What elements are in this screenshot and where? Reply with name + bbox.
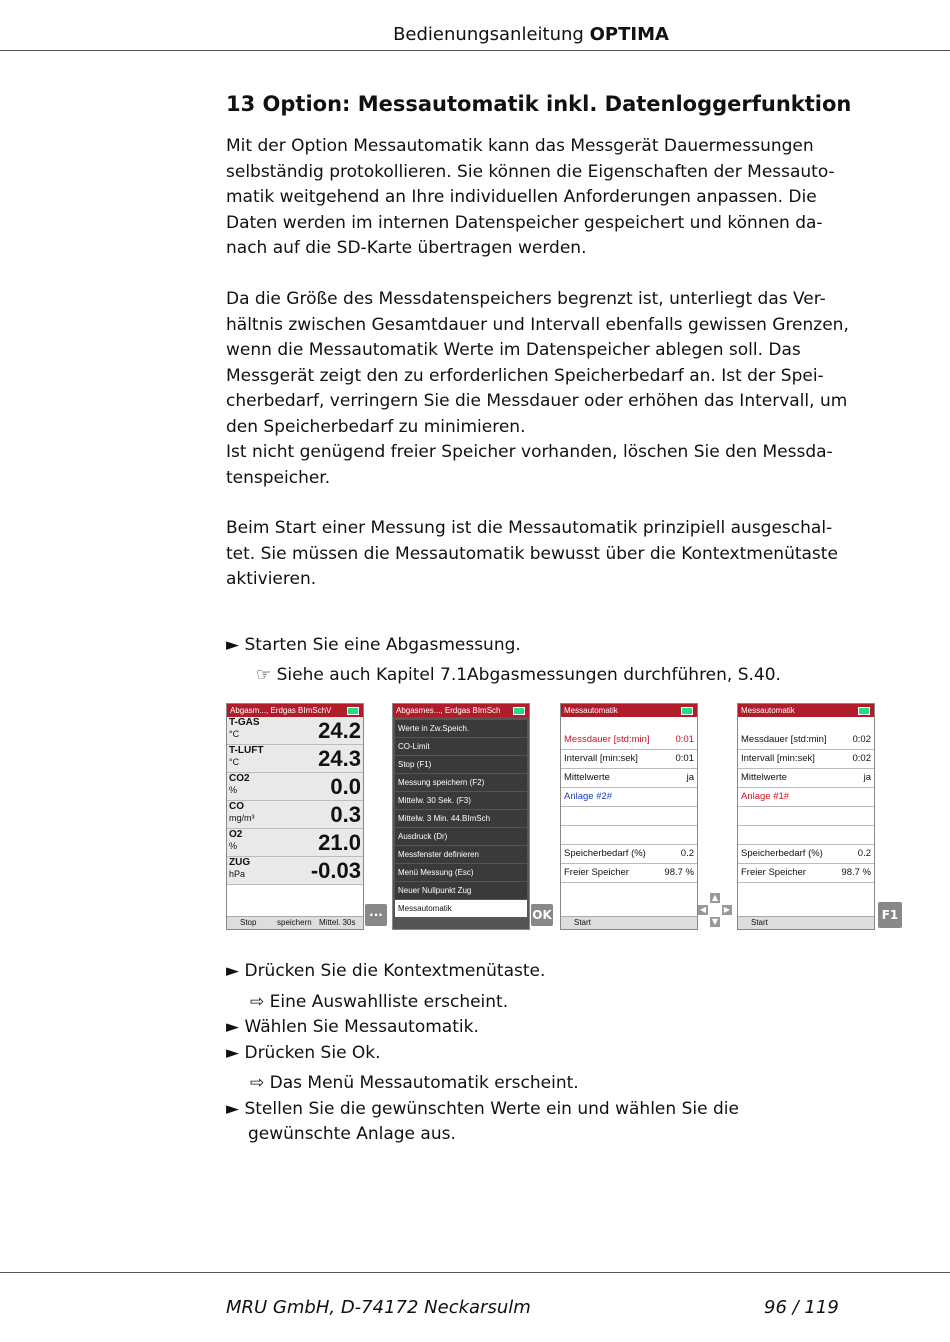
measurement-row — [227, 717, 363, 745]
measurement-row — [227, 745, 363, 773]
context-menu-key[interactable]: ··· — [365, 904, 387, 926]
paragraph-1 — [226, 134, 846, 262]
info-row — [738, 864, 874, 883]
footer-company: MRU GmbH, D-74172 Neckarsulm — [226, 1297, 531, 1318]
measure-value: 21.0 — [318, 830, 361, 855]
measure-name: CO — [229, 801, 244, 812]
setting-value: 0:02 — [852, 753, 871, 764]
header-brand: OPTIMA — [589, 24, 669, 45]
info-label: Freier Speicher — [564, 867, 629, 878]
menu-item[interactable]: Neuer Nullpunkt Zug — [395, 882, 527, 900]
screen-title-bar — [738, 704, 874, 717]
setting-label: Mittelwerte — [564, 772, 610, 783]
info-value: 98.7 % — [664, 867, 694, 878]
arrow-left-icon[interactable]: ◀ — [699, 905, 707, 914]
setting-value: 0:01 — [675, 753, 694, 764]
text-line: Mit der Option Messautomatik kann das Messgerät Dauermessungen — [226, 136, 814, 156]
measure-unit: °C — [229, 757, 240, 767]
header-rule — [0, 50, 950, 51]
measure-name: T-GAS — [229, 717, 260, 728]
info-value: 98.7 % — [841, 867, 871, 878]
measurement-row — [227, 773, 363, 801]
menu-item[interactable]: Messung speichern (F2) — [395, 774, 527, 792]
device-screen-context-menu — [392, 703, 530, 930]
info-value: 0.2 — [857, 848, 871, 859]
text-line: Messgerät zeigt den zu erforderlichen Speicherbedarf an. Ist der Spei- — [226, 365, 824, 386]
setting-value: ja — [686, 772, 694, 783]
softkey-start[interactable]: Start — [751, 918, 768, 927]
setting-row[interactable] — [738, 769, 874, 788]
arrow-down-icon[interactable]: ▼ — [711, 917, 719, 926]
measure-value: 24.2 — [318, 718, 361, 743]
step-reference: ☞ Siehe auch Kapitel 7.1Abgasmessungen durchführen, S.40. — [256, 665, 781, 685]
text-line: Da die Größe des Messdatenspeichers begrenzt ist, unterliegt das Ver- — [226, 289, 826, 309]
info-row — [561, 845, 697, 864]
step-select: ► Wählen Sie Messautomatik. — [226, 1017, 479, 1037]
menu-item[interactable]: Stop (F1) — [395, 756, 527, 774]
ok-key[interactable]: OK — [531, 904, 553, 926]
screen-title: Abgasmes..., Erdgas BImSch — [396, 706, 501, 715]
text-line: Ist nicht genügend freier Speicher vorhanden, löschen Sie den Messda- — [226, 442, 833, 462]
measurement-row — [227, 857, 363, 885]
menu-item-messautomatik[interactable]: Messautomatik — [395, 900, 527, 918]
text-line: hältnis zwischen Gesamtdauer und Intervall ebenfalls gewissen Grenzen, — [226, 314, 849, 335]
paragraph-3 — [226, 516, 846, 593]
setting-row[interactable] — [561, 750, 697, 769]
info-value: 0.2 — [680, 848, 694, 859]
device-screen-messautomatik-2 — [737, 703, 875, 930]
text-line: selbständig protokollieren. Sie können die Eigenschaften der Messauto- — [226, 161, 835, 182]
measure-value: -0.03 — [310, 858, 361, 883]
text-line: den Speicherbedarf zu minimieren. — [226, 416, 526, 437]
menu-item[interactable]: Messfenster definieren — [395, 846, 527, 864]
measurement-row — [227, 801, 363, 829]
context-menu-list — [395, 720, 527, 918]
device-screen-measurement — [226, 703, 364, 930]
step-result: ⇨ Eine Auswahlliste erscheint. — [250, 992, 509, 1012]
text-line: wenn die Messautomatik Werte im Datenspeicher ablegen soll. Das — [226, 340, 801, 360]
measure-name: CO2 — [229, 773, 250, 784]
setting-label: Messdauer [std:min] — [564, 734, 650, 745]
measure-unit: hPa — [229, 869, 246, 879]
softkey-average[interactable]: Mittel. 30s — [319, 918, 356, 927]
setting-row[interactable] — [561, 731, 697, 750]
setting-row[interactable] — [738, 788, 874, 807]
softkey-bar — [738, 916, 874, 929]
softkey-start[interactable]: Start — [574, 918, 591, 927]
battery-icon — [681, 707, 693, 715]
menu-item[interactable]: CO-Limit — [395, 738, 527, 756]
softkey-bar — [561, 916, 697, 929]
setting-row[interactable] — [561, 788, 697, 807]
text-line: tenspeicher. — [226, 467, 331, 488]
text-line: tet. Sie müssen die Messautomatik bewusst über die Kontextmenütaste — [226, 543, 838, 564]
measure-unit: mg/m³ — [229, 813, 255, 823]
menu-item[interactable]: Werte in Zw.Speich. — [395, 720, 527, 738]
softkey-save[interactable]: speichern — [277, 918, 312, 927]
menu-item[interactable]: Mittelw. 3 Min. 44.BImSch — [395, 810, 527, 828]
setting-label: Anlage #2# — [564, 791, 613, 802]
text-line: matik weitgehend an Ihre individuellen Anforderungen anpassen. Die — [226, 187, 817, 207]
empty-row — [738, 807, 874, 826]
setting-label: Intervall [min:sek] — [564, 753, 638, 764]
empty-row — [738, 826, 874, 845]
step-set-values: ► Stellen Sie die gewünschten Werte ein und wählen Sie die — [226, 1099, 739, 1119]
screen-title-bar — [561, 704, 697, 717]
setting-label: Messdauer [std:min] — [741, 734, 827, 745]
info-row — [561, 864, 697, 883]
softkey-stop[interactable]: Stop — [240, 918, 257, 927]
measure-unit: % — [229, 841, 238, 851]
arrow-up-icon[interactable]: ▲ — [711, 893, 719, 902]
f1-key[interactable]: F1 — [878, 902, 902, 928]
footer-rule — [0, 1272, 950, 1273]
info-label: Speicherbedarf (%) — [564, 848, 646, 859]
empty-row — [561, 807, 697, 826]
measure-name: T-LUFT — [229, 745, 264, 756]
measure-unit: % — [229, 785, 238, 795]
device-screen-messautomatik-1 — [560, 703, 698, 930]
screen-title: Messautomatik — [741, 706, 795, 715]
setting-value: ja — [863, 772, 871, 783]
measure-name: O2 — [229, 829, 243, 840]
info-row — [738, 845, 874, 864]
setting-label: Anlage #1# — [741, 791, 790, 802]
page-number: 96 / 119 — [764, 1297, 839, 1318]
text-line: aktivieren. — [226, 569, 317, 589]
step-set-values-cont: gewünschte Anlage aus. — [248, 1124, 456, 1144]
text-line: nach auf die SD-Karte übertragen werden. — [226, 238, 587, 258]
step-result: ⇨ Das Menü Messautomatik erscheint. — [250, 1073, 579, 1093]
step-start-measurement: ► Starten Sie eine Abgasmessung. — [226, 635, 521, 655]
measure-value: 0.0 — [330, 774, 361, 799]
arrow-right-icon[interactable]: ▶ — [723, 905, 731, 914]
setting-row[interactable] — [738, 750, 874, 769]
text-line: cherbedarf, verringern Sie die Messdauer oder erhöhen das Intervall, um — [226, 391, 848, 411]
empty-row — [561, 826, 697, 845]
screen-title-bar — [227, 704, 363, 717]
info-label: Freier Speicher — [741, 867, 806, 878]
battery-icon — [347, 707, 359, 715]
text-line: Beim Start einer Messung ist die Messautomatik prinzipiell ausgeschal- — [226, 518, 833, 538]
battery-icon — [858, 707, 870, 715]
setting-row[interactable] — [561, 769, 697, 788]
menu-item[interactable]: Ausdruck (Dr) — [395, 828, 527, 846]
step-press-context-key: ► Drücken Sie die Kontextmenütaste. — [226, 961, 546, 981]
screen-title-bar — [393, 704, 529, 717]
menu-item[interactable]: Mittelw. 30 Sek. (F3) — [395, 792, 527, 810]
menu-item[interactable]: Menü Messung (Esc) — [395, 864, 527, 882]
setting-label: Intervall [min:sek] — [741, 753, 815, 764]
softkey-bar — [227, 916, 363, 929]
setting-label: Mittelwerte — [741, 772, 787, 783]
setting-row[interactable] — [738, 731, 874, 750]
text-line: Daten werden im internen Datenspeicher gespeichert und können da- — [226, 212, 823, 233]
step-press-ok: ► Drücken Sie Ok. — [226, 1043, 381, 1063]
header-prefix: Bedienungsanleitung — [393, 24, 584, 45]
info-label: Speicherbedarf (%) — [741, 848, 823, 859]
chapter-title: 13 Option: Messautomatik inkl. Datenloggerfunktion — [226, 92, 852, 116]
measure-unit: °C — [229, 729, 240, 739]
screen-title: Abgasm..., Erdgas BImSchV — [230, 706, 332, 715]
measure-value: 0.3 — [330, 802, 361, 827]
measurement-row — [227, 829, 363, 857]
page-header — [0, 24, 950, 45]
paragraph-2 — [226, 287, 849, 491]
battery-icon — [513, 707, 525, 715]
screen-title: Messautomatik — [564, 706, 618, 715]
setting-value: 0:01 — [675, 734, 694, 745]
setting-value: 0:02 — [852, 734, 871, 745]
measure-value: 24.3 — [318, 746, 361, 771]
measure-name: ZUG — [229, 857, 251, 868]
